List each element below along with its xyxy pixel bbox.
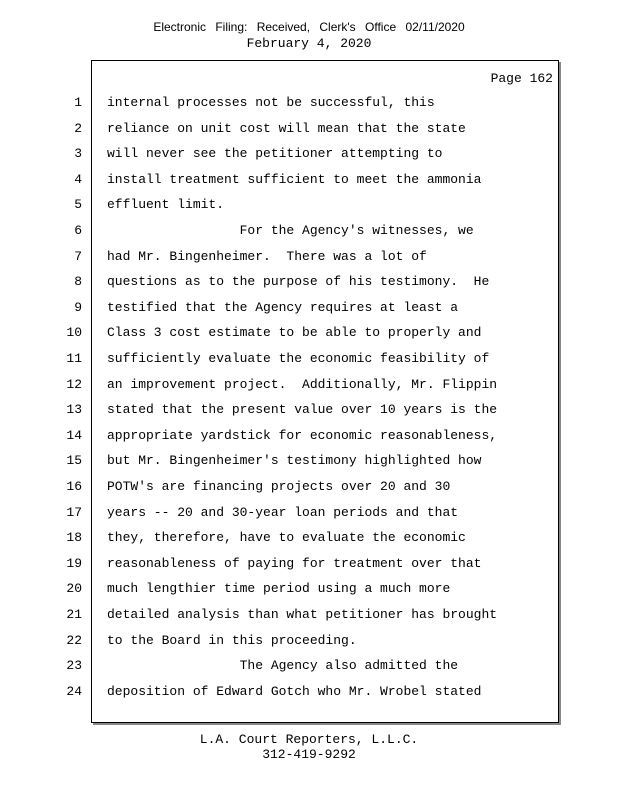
line-text: deposition of Edward Gotch who Mr. Wrobel stated (107, 683, 482, 699)
line-text: internal processes not be successful, this (107, 95, 435, 110)
line-text: questions as to the purpose of his testimony. He (107, 274, 490, 290)
line-text: stated that the present value over 10 years is the (107, 402, 498, 418)
line-number: 21 (66, 607, 82, 622)
line-number: 3 (74, 146, 82, 162)
line-text: appropriate yardstick for economic reasonableness, (107, 427, 498, 443)
line-number: 10 (66, 325, 82, 341)
line-text: POTW's are financing projects over 20 and 30 (107, 479, 451, 494)
line-number: 6 (74, 223, 82, 238)
line-text: reasonableness of paying for treatment over that (107, 555, 482, 571)
line-text: an improvement project. Additionally, Mr. Flippin (107, 376, 498, 392)
line-number: 19 (66, 555, 82, 571)
line-number: 7 (74, 248, 82, 264)
line-text: For the Agency's witnesses, we (107, 223, 474, 238)
line-text: but Mr. Bingenheimer's testimony highlighted how (107, 453, 482, 469)
line-number: 9 (74, 299, 82, 315)
line-text: reliance on unit cost will mean that the state (107, 120, 466, 136)
line-number: 1 (74, 95, 82, 110)
line-number: 13 (66, 402, 82, 418)
page-number: Page 162 (490, 71, 553, 86)
line-number: 15 (66, 453, 82, 469)
transcript-date: February 4, 2020 (246, 36, 372, 51)
line-number: 11 (66, 351, 82, 366)
line-number: 18 (66, 530, 82, 546)
line-text: The Agency also admitted the (107, 658, 459, 674)
line-text: testified that the Agency requires at least a (107, 299, 459, 315)
line-number: 17 (66, 504, 82, 520)
line-text: detailed analysis than what petitioner has brought (107, 607, 498, 622)
line-number: 8 (74, 274, 82, 290)
line-text: much lengthier time period using a much more (107, 581, 451, 597)
line-number: 5 (74, 197, 82, 213)
line-text: had Mr. Bingenheimer. There was a lot of (107, 248, 427, 264)
line-number: 24 (66, 683, 82, 699)
line-text: to the Board in this proceeding. (107, 632, 357, 648)
line-text: sufficiently evaluate the economic feasibility of (107, 351, 490, 366)
line-number: 12 (66, 376, 82, 392)
line-text: Class 3 cost estimate to be able to properly and (107, 325, 482, 341)
line-number: 4 (74, 171, 82, 187)
line-number: 14 (66, 427, 82, 443)
line-text: years -- 20 and 30-year loan periods and that (107, 504, 459, 520)
filing-stamp: Electronic Filing: Received, Clerk's Office 02/11/2020 (153, 20, 465, 34)
line-number: 16 (66, 479, 82, 494)
line-text: effluent limit. (107, 197, 225, 213)
line-number: 20 (66, 581, 82, 597)
line-text: will never see the petitioner attempting to (107, 146, 443, 162)
reporter-company: L.A. Court Reporters, L.L.C. (199, 732, 419, 747)
reporter-phone: 312-419-9292 (262, 747, 356, 762)
transcript-page (66, 60, 559, 723)
line-number: 23 (66, 658, 82, 674)
line-text: they, therefore, have to evaluate the economic (107, 530, 466, 546)
line-number: 2 (74, 120, 82, 136)
line-text: install treatment sufficient to meet the ammonia (107, 171, 482, 187)
line-number: 22 (66, 632, 82, 648)
